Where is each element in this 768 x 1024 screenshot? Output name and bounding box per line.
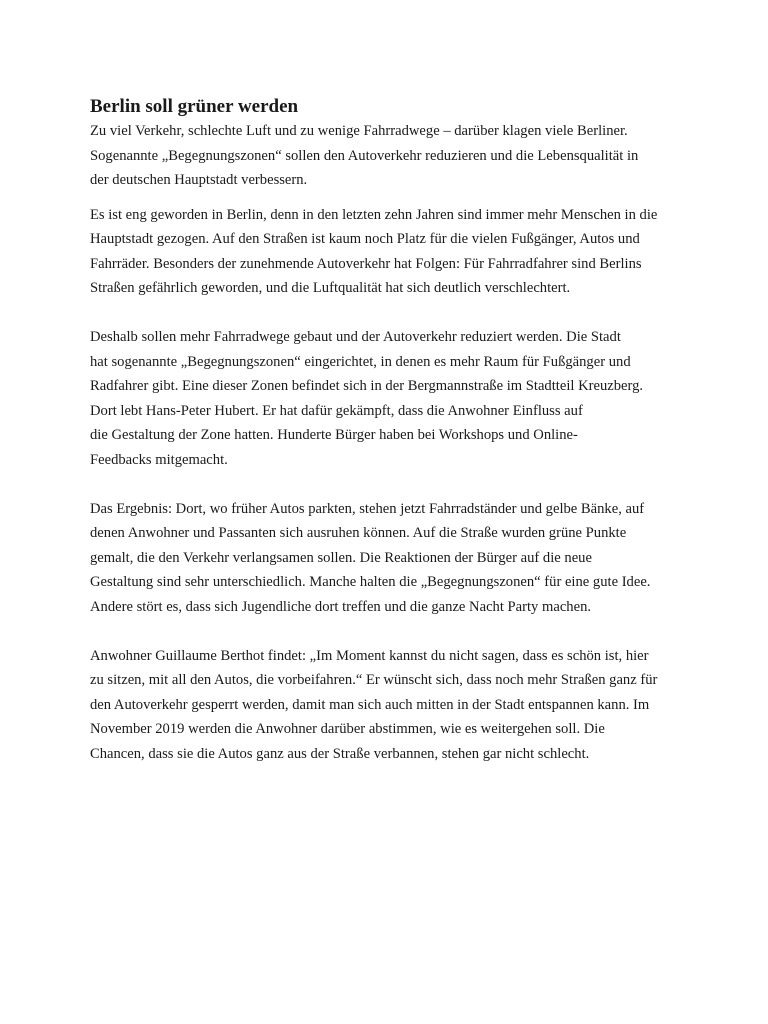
text-line: Hauptstadt gezogen. Auf den Straßen ist kaum noch Platz für die vielen Fußgänger, Autos und: [90, 231, 640, 247]
paragraph-spacer: [90, 193, 680, 203]
paragraph-spacer: [90, 301, 680, 326]
text-line: zu sitzen, mit all den Autos, die vorbeifahren.“ Er wünscht sich, dass noch mehr Straßen ganz für: [90, 672, 658, 688]
text-line: Feedbacks mitgemacht.: [90, 451, 228, 468]
paragraph-2: [90, 203, 680, 301]
text-line: Gestaltung sind sehr unterschiedlich. Manche halten die „Begegnungszonen“ für eine gute Idee.: [90, 574, 651, 590]
text-line: gemalt, die den Verkehr verlangsamen sollen. Die Reaktionen der Bürger auf die neue: [90, 549, 592, 566]
text-line: Fahrräder. Besonders der zunehmende Autoverkehr hat Folgen: Für Fahrradfahrer sind Berlins: [90, 255, 642, 272]
text-line: Sogenannte „Begegnungszonen“ sollen den Autoverkehr reduzieren und die Lebensqualität in: [90, 147, 639, 164]
text-line: Radfahrer gibt. Eine dieser Zonen befindet sich in der Bergmannstraße im Stadtteil Kreuzberg.: [90, 378, 644, 394]
text-line: hat sogenannte „Begegnungszonen“ eingerichtet, in denen es mehr Raum für Fußgänger und: [90, 353, 631, 370]
paragraph-intro: [90, 119, 680, 193]
text-line: den Autoverkehr gesperrt werden, damit man sich auch mitten in der Stadt entspannen kann. Im: [90, 696, 650, 713]
paragraph-3: [90, 325, 680, 472]
paragraph-spacer: [90, 472, 680, 497]
text-line: Dort lebt Hans-Peter Hubert. Er hat dafür gekämpft, dass die Anwohner Einfluss auf: [90, 402, 583, 419]
text-line: Chancen, dass sie die Autos ganz aus der Straße verbannen, stehen gar nicht schlecht.: [90, 745, 590, 762]
paragraph-4: [90, 497, 680, 620]
text-line: der deutschen Hauptstadt verbessern.: [90, 172, 308, 188]
text-line: Andere stört es, dass sich Jugendliche dort treffen und die ganze Nacht Party machen.: [90, 598, 592, 615]
article-title: Berlin soll grüner werden: [90, 96, 299, 117]
text-line: Straßen gefährlich geworden, und die Luftqualität hat sich deutlich verschlechtert.: [90, 280, 571, 296]
paragraph-spacer: [90, 619, 680, 644]
text-line: Das Ergebnis: Dort, wo früher Autos parkten, stehen jetzt Fahrradständer und gelbe Bänke, auf: [90, 500, 645, 517]
text-line: Es ist eng geworden in Berlin, denn in den letzten zehn Jahren sind immer mehr Menschen in die: [90, 206, 658, 223]
text-line: denen Anwohner und Passanten sich ausruhen können. Auf die Straße wurden grüne Punkte: [90, 525, 627, 541]
document-page: [90, 95, 680, 766]
paragraph-5: [90, 644, 680, 767]
text-line: die Gestaltung der Zone hatten. Hunderte Bürger haben bei Workshops und Online-: [90, 427, 578, 443]
text-line: Anwohner Guillaume Berthot findet: „Im Moment kannst du nicht sagen, dass es schön ist, hier: [90, 647, 649, 664]
text-line: November 2019 werden die Anwohner darüber abstimmen, wie es weitergehen soll. Die: [90, 721, 605, 737]
text-line: Zu viel Verkehr, schlechte Luft und zu wenige Fahrradwege – darüber klagen viele Berliner.: [90, 123, 628, 139]
text-line: Deshalb sollen mehr Fahrradwege gebaut und der Autoverkehr reduziert werden. Die Stadt: [90, 329, 621, 345]
